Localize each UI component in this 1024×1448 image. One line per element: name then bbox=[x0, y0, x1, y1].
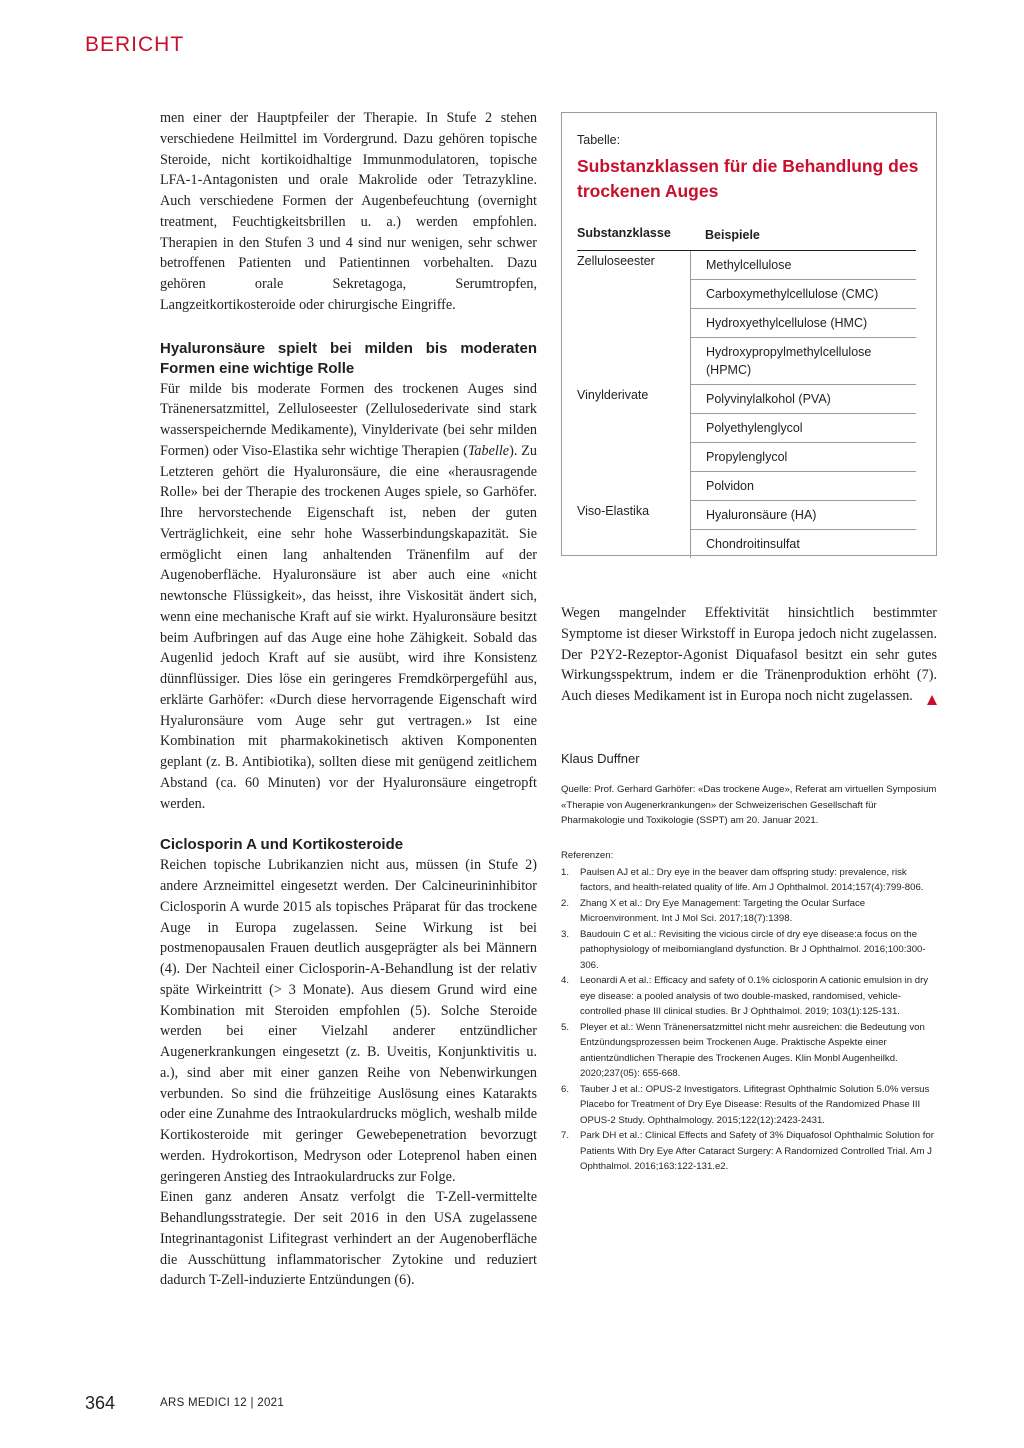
table-cell-beispiel: Polyethylenglycol bbox=[690, 414, 916, 443]
table-cell-beispiel: Chondroitinsulfat bbox=[690, 530, 916, 558]
reference-text: Leonardi A et al.: Efficacy and safety of 0.1% ciclosporin A cationic emulsion in dry eye disease: a pooled analysis of two double-masked, randomised, vehicle-controlled phase III clinical studies. Br J Ophthalmol. 2019; 103(1):125-131. bbox=[580, 975, 929, 1017]
table-cell-beispiel: Propylenglycol bbox=[690, 443, 916, 472]
reference-item bbox=[561, 896, 937, 927]
reference-text: Zhang X et al.: Dry Eye Management: Targeting the Ocular Surface Microenvironment. Int J Mol Sci. 2017;18(7):1398. bbox=[580, 897, 866, 924]
subheading-hyaluronsaeure: Hyaluronsäure spielt bei milden bis moderaten Formen eine wichtige Rolle bbox=[160, 339, 537, 377]
reference-text: Tauber J et al.: OPUS-2 Investigators. Lifitegrast Ophthalmic Solution 5.0% versus Placebo for Treatment of Dry Eye Disease: Results of the Randomized Phase III OPUS-2 Study. Ophthalmology. 2015;122(12):2423-2431. bbox=[580, 1083, 930, 1126]
table-cell-substanzklasse bbox=[577, 530, 690, 558]
reference-item bbox=[561, 1082, 937, 1129]
reference-number: 6. bbox=[561, 1083, 570, 1095]
table-cell-substanzklasse: Zelluloseester bbox=[577, 254, 655, 268]
table-box bbox=[561, 112, 937, 556]
references bbox=[561, 848, 937, 1175]
table-kicker: Tabelle: bbox=[577, 133, 621, 147]
reference-item bbox=[561, 927, 937, 974]
table-header-row bbox=[577, 223, 916, 251]
reference-text: Baudouin C et al.: Revisiting the vicious circle of dry eye disease:a focus on the pathophysiology of meibomiangland dysfunction. Br J Ophthalmol. 2016;100:300-306. bbox=[580, 928, 926, 971]
table-cell-beispiel: Hyaluronsäure (HA) bbox=[690, 501, 916, 530]
table-cell-substanzklasse: Vinylderivate bbox=[577, 388, 649, 402]
table-cell-beispiel: Carboxymethylcellulose (CMC) bbox=[690, 280, 916, 309]
reference-number: 7. bbox=[561, 1130, 570, 1141]
table-row bbox=[577, 472, 916, 501]
table-row bbox=[577, 251, 916, 280]
references-title: Referenzen: bbox=[561, 850, 614, 861]
table-row bbox=[577, 385, 916, 414]
table-cell-beispiel: Polvidon bbox=[690, 472, 916, 501]
reference-number: 3. bbox=[561, 928, 570, 940]
table-cell-beispiel: Polyvinylalkohol (PVA) bbox=[690, 385, 916, 414]
table-reference: Tabelle bbox=[467, 442, 510, 459]
paragraph: Wegen mangelnder Effektivität hinsichtlich bestimmter Symptome ist dieser Wirkstoff in Europa jedoch nicht zugelassen. Der P2Y2-Rezeptor-Agonist Diquafasol besitzt ein sehr gutes Wirkungsspektrum, indem er die Tränenproduktion erhöht (7). Auch dieses Medikament ist in Europa noch nicht zugelassen. bbox=[561, 605, 937, 704]
reference-text: Pleyer et al.: Wenn Tränenersatzmittel nicht mehr ausreichen: die Bedeutung von Entzündungsprozessen beim Trockenen Auge. Praktische Aspekte einer antientzündlichen Therapie des Trockenen Auges. Klin Monbl Augenheilkd. 2020;237(05): 655-668. bbox=[580, 1021, 925, 1079]
table-row bbox=[577, 280, 916, 309]
table-cell-substanzklasse bbox=[577, 443, 690, 472]
left-column bbox=[160, 108, 537, 1291]
reference-item bbox=[561, 865, 937, 896]
table-cell-beispiel: Hydroxyethylcellulose (HMC) bbox=[690, 309, 916, 338]
table-row bbox=[577, 309, 916, 338]
source-note: Quelle: Prof. Gerhard Garhöfer: «Das trockene Auge», Referat am virtuellen Symposium «Therapie von Augenerkrankungen» der Schweizerischen Gesellschaft für Pharmakologie und Toxikologie (SSPT) am 20. Januar 2021. bbox=[561, 784, 937, 826]
reference-item bbox=[561, 973, 937, 1020]
reference-item bbox=[561, 1020, 937, 1082]
right-column bbox=[561, 603, 937, 707]
column-header-beispiele: Beispiele bbox=[705, 228, 760, 242]
table-row bbox=[577, 414, 916, 443]
table-cell-substanzklasse bbox=[577, 414, 690, 443]
reference-number: 4. bbox=[561, 975, 570, 986]
substance-table bbox=[577, 223, 916, 558]
journal-name: ARS MEDICI 12 | 2021 bbox=[160, 1397, 285, 1409]
table-row bbox=[577, 443, 916, 472]
table-cell-substanzklasse bbox=[577, 280, 690, 309]
table-cell-beispiel: Hydroxypropylmethylcellulose (HPMC) bbox=[690, 338, 916, 385]
reference-number: 1. bbox=[561, 866, 570, 878]
page-number: 364 bbox=[85, 1393, 116, 1413]
reference-number: 5. bbox=[561, 1021, 570, 1033]
table-cell-substanzklasse bbox=[577, 338, 690, 385]
author: Klaus Duffner bbox=[561, 751, 640, 766]
table-cell-substanzklasse bbox=[577, 309, 690, 338]
table-cell-substanzklasse bbox=[577, 472, 690, 501]
reference-item bbox=[561, 1128, 937, 1175]
subheading-ciclosporin: Ciclosporin A und Kortikosteroide bbox=[160, 836, 404, 854]
paragraph: men einer der Hauptpfeiler der Therapie. In Stufe 2 stehen verschiedene Heilmittel im Vordergrund. Dazu gehören topische Steroide, nicht kortikoidhaltige Immunmodulatoren, topische LFA-1-Antagonisten und orale Makrolide oder Tetrazykline. Auch verschiedene Formen der Augenbefeuchtung (overnight treatment, Feuchtigkeitsbrillen u. a.) werden empfohlen. Therapien in den Stufen 3 und 4 sind nur wenigen, sehr schwer betroffenen Patienten und Patientinnen vorbehalten. Dazu gehören orale Sekretagoga, Serumtropfen, Langzeitkortikosteroide oder chirurgische Eingriffe. bbox=[160, 110, 537, 313]
end-triangle-icon bbox=[927, 695, 937, 705]
column-header-substanzklasse: Substanzklasse bbox=[577, 226, 671, 240]
table-row bbox=[577, 338, 916, 385]
section-label: BERICHT bbox=[85, 33, 185, 56]
paragraph: Für milde bis moderate Formen des trockenen Auges sind Tränenersatzmittel, Zelluloseester (Zellulosederivate sind stark wasserspeichernde Medikamente), Vinylderivate (bei sehr milden Formen) oder Viso-Elastika sehr wichtige Therapien (Tabelle). Zu Letzteren gehört die Hyaluronsäure, die eine «herausragende Rolle» bei der Therapie des trockenen Auges spiele, so Garhöfer. Ihre hervorstechende Eigenschaft ist, neben der guten Verträglichkeit, eine sehr hohe Wasserbindungskapazität. Sie ermöglicht einen lang anhaltenden Tränenfilm auf der Augenoberfläche. Hyaluronsäure ist aber auch eine «nicht newtonsche Flüssigkeit», das heisst, ihre Viskosität ändert sich, wenn eine mechanische Kraft auf sie wirkt. Hyaluronsäure besitzt beim Aufbringen auf das Auge eine hohe Zähigkeit. Sobald das Augenlid jedoch Kraft auf sie ausübt, wird ihre Konsistenz dünnflüssiger. Dies löse ein geringeres Fremdkörpergefühl aus, erklärte Garhöfer: «Durch diese hervorragende Eigenschaft wird Hyaluronsäure vom Auge sehr gut vertragen.» Ist eine Kombination mit pharmakokinetisch aktiven Komponenten geplant (z. B. Antibiotika), sollten diese mit genügend zeitlichem Abstand (ca. 60 Minuten) vor der Hyaluronsäure eingetropft werden. bbox=[160, 380, 537, 812]
reference-text: Paulsen AJ et al.: Dry eye in the beaver dam offspring study: prevalence, risk factors, and health-related quality of life. Am J Ophthalmol. 2014;157(4):799-806. bbox=[580, 866, 924, 893]
table-cell-beispiel: Methylcellulose bbox=[690, 251, 916, 280]
paragraph: Reichen topische Lubrikanzien nicht aus, müssen (in Stufe 2) andere Arzneimittel eingesetzt werden. Der Calcineurininhibitor Ciclosporin A wurde 2015 als topisches Präparat für das trockene Auge in Europa zugelassen. Seine Wirkung ist bei postmenopausalen Frauen deutlich ausgeprägter als bei Männern (4). Der Nachteil einer Ciclosporin-A-Behandlung ist der relativ späte Wirkeintritt (> 3 Monate). Aus diesem Grund wird eine Kombination mit Steroiden empfohlen (5). Solche Steroide werden bei einer Vielzahl anderer entzündlicher Augenerkrankungen eingesetzt (z. B. Uveitis, Konjunktivitis u. a.), sind aber mit einer ganzen Reihe von Nebenwirkungen verbunden. So sind die frühzeitige Auslösung eines Katarakts oder eine Zunahme des Intraokulardrucks möglich, weshalb milde Kortikosteroide mit geringer Gewebepenetration bevorzugt werden. Hydrokortison, Medryson oder Loteprenol haben einen geringeren Anstieg des Intraokulardrucks zur Folge. bbox=[160, 857, 537, 1185]
reference-text: Park DH et al.: Clinical Effects and Safety of 3% Diquafosol Ophthalmic Solution for Patients With Dry Eye After Cataract Surgery: A Randomized Controlled Trial. Am J Ophthalmol. 2016;163:122-131.e2. bbox=[580, 1130, 934, 1172]
reference-number: 2. bbox=[561, 897, 570, 909]
table-title: Substanzklassen für die Behandlung des trockenen Auges bbox=[577, 156, 919, 201]
table-row bbox=[577, 501, 916, 530]
table-cell-substanzklasse: Viso-Elastika bbox=[577, 504, 650, 518]
table-row bbox=[577, 530, 916, 558]
paragraph: Einen ganz anderen Ansatz verfolgt die T-Zell-vermittelte Behandlungsstrategie. Der seit 2016 in den USA zugelassene Integrinantagonist Lifitegrast verhindert an der Augenoberfläche die Ausschüttung inflammatorischer Zytokine und reduziert dadurch T-Zell-induzierte Entzündungen (6). bbox=[160, 1189, 537, 1289]
